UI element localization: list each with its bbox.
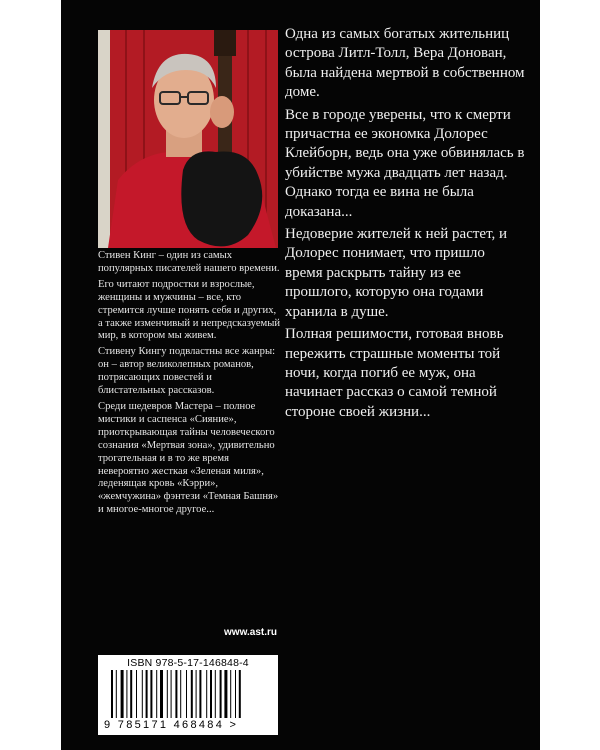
barcode-stripe [210,670,212,718]
barcode-stripe [180,670,181,718]
barcode-stripe [171,670,172,718]
barcode-stripe [167,670,168,718]
blurb-paragraph: Недоверие жителей к ней растет, и Долорес понимает, что пришло время раскрыть тайну из ее прошлого, которую она годами хранила в душе. [285,226,508,320]
author-photo [98,30,278,248]
barcode-block [98,655,278,735]
barcode-stripe [215,670,216,718]
book-blurb [285,25,525,425]
publisher-website: www.ast.ru [224,627,277,638]
barcode-stripe [191,670,193,718]
author-photo-image [98,30,278,248]
barcode-stripe [160,670,163,718]
barcode-stripe [239,670,241,718]
bio-paragraph: Среди шедевров Мастера – полное мистики и саспенса «Сияние», приоткрывающая тайны человеческого сознания «Мертвая зона», удивительно трогательная и в то же время невероятно жесткая «Зеленая миля», леденящая кровь «Кэрри», «жемчужина» фэнтези «Темная Башня» и многое-многое другое... [98,400,279,516]
isbn-label: ISBN 978-5-17-146848-4 [127,657,249,669]
barcode-stripe [196,670,197,718]
barcode-stripe [235,670,236,718]
barcode-stripe [175,670,177,718]
bio-paragraph: Стивен Кинг – один из самых популярных писателей нашего времени. [98,250,280,274]
blurb-paragraph: Одна из самых богатых жительниц острова Литл-Толл, Вера Донован, была найдена мертвой в собственном доме. [285,26,525,101]
barcode-digits: 9 785171 468484 > [104,719,239,731]
bio-paragraph: Его читают подростки и взрослые, женщины и мужчины – все, кто стремится лучше понять себя и других, а также изменчивый и непредсказуемый мир, в котором мы живем. [98,278,281,342]
barcode-stripe [121,670,124,718]
barcode-stripe [111,670,113,718]
blurb-paragraph: Все в городе уверены, что к смерти причастна ее экономка Долорес Клейборн, ведь она уже обвинялась в убийстве мужа двадцать лет назад. Однако тогда ее вина не была доказана... [285,106,525,220]
back-cover [61,0,540,750]
barcode-stripe [156,670,157,718]
barcode-stripe [136,670,137,718]
barcode-stripe [116,670,117,718]
barcode-stripe [186,670,187,718]
barcode-stripe [126,670,127,718]
blurb-paragraph: Полная решимости, готовая вновь пережить страшные моменты той ночи, когда погиб ее муж, она начинает рассказ о самой темной стороне своей жизни... [285,326,504,420]
barcode-stripe [230,670,231,718]
barcode-stripe [220,670,222,718]
bio-paragraph: Стивену Кингу подвластны все жанры: он – автор великолепных романов, потрясающих повестей и блистательных рассказов. [98,346,276,397]
barcode-stripe [146,670,148,718]
barcode-stripe [130,670,132,718]
barcode-stripe [199,670,201,718]
author-bio [98,250,280,520]
barcode-stripe [150,670,152,718]
barcode-stripe [142,670,143,718]
barcode-stripe [224,670,227,718]
barcode-stripe [206,670,207,718]
barcode-bars [111,670,271,720]
